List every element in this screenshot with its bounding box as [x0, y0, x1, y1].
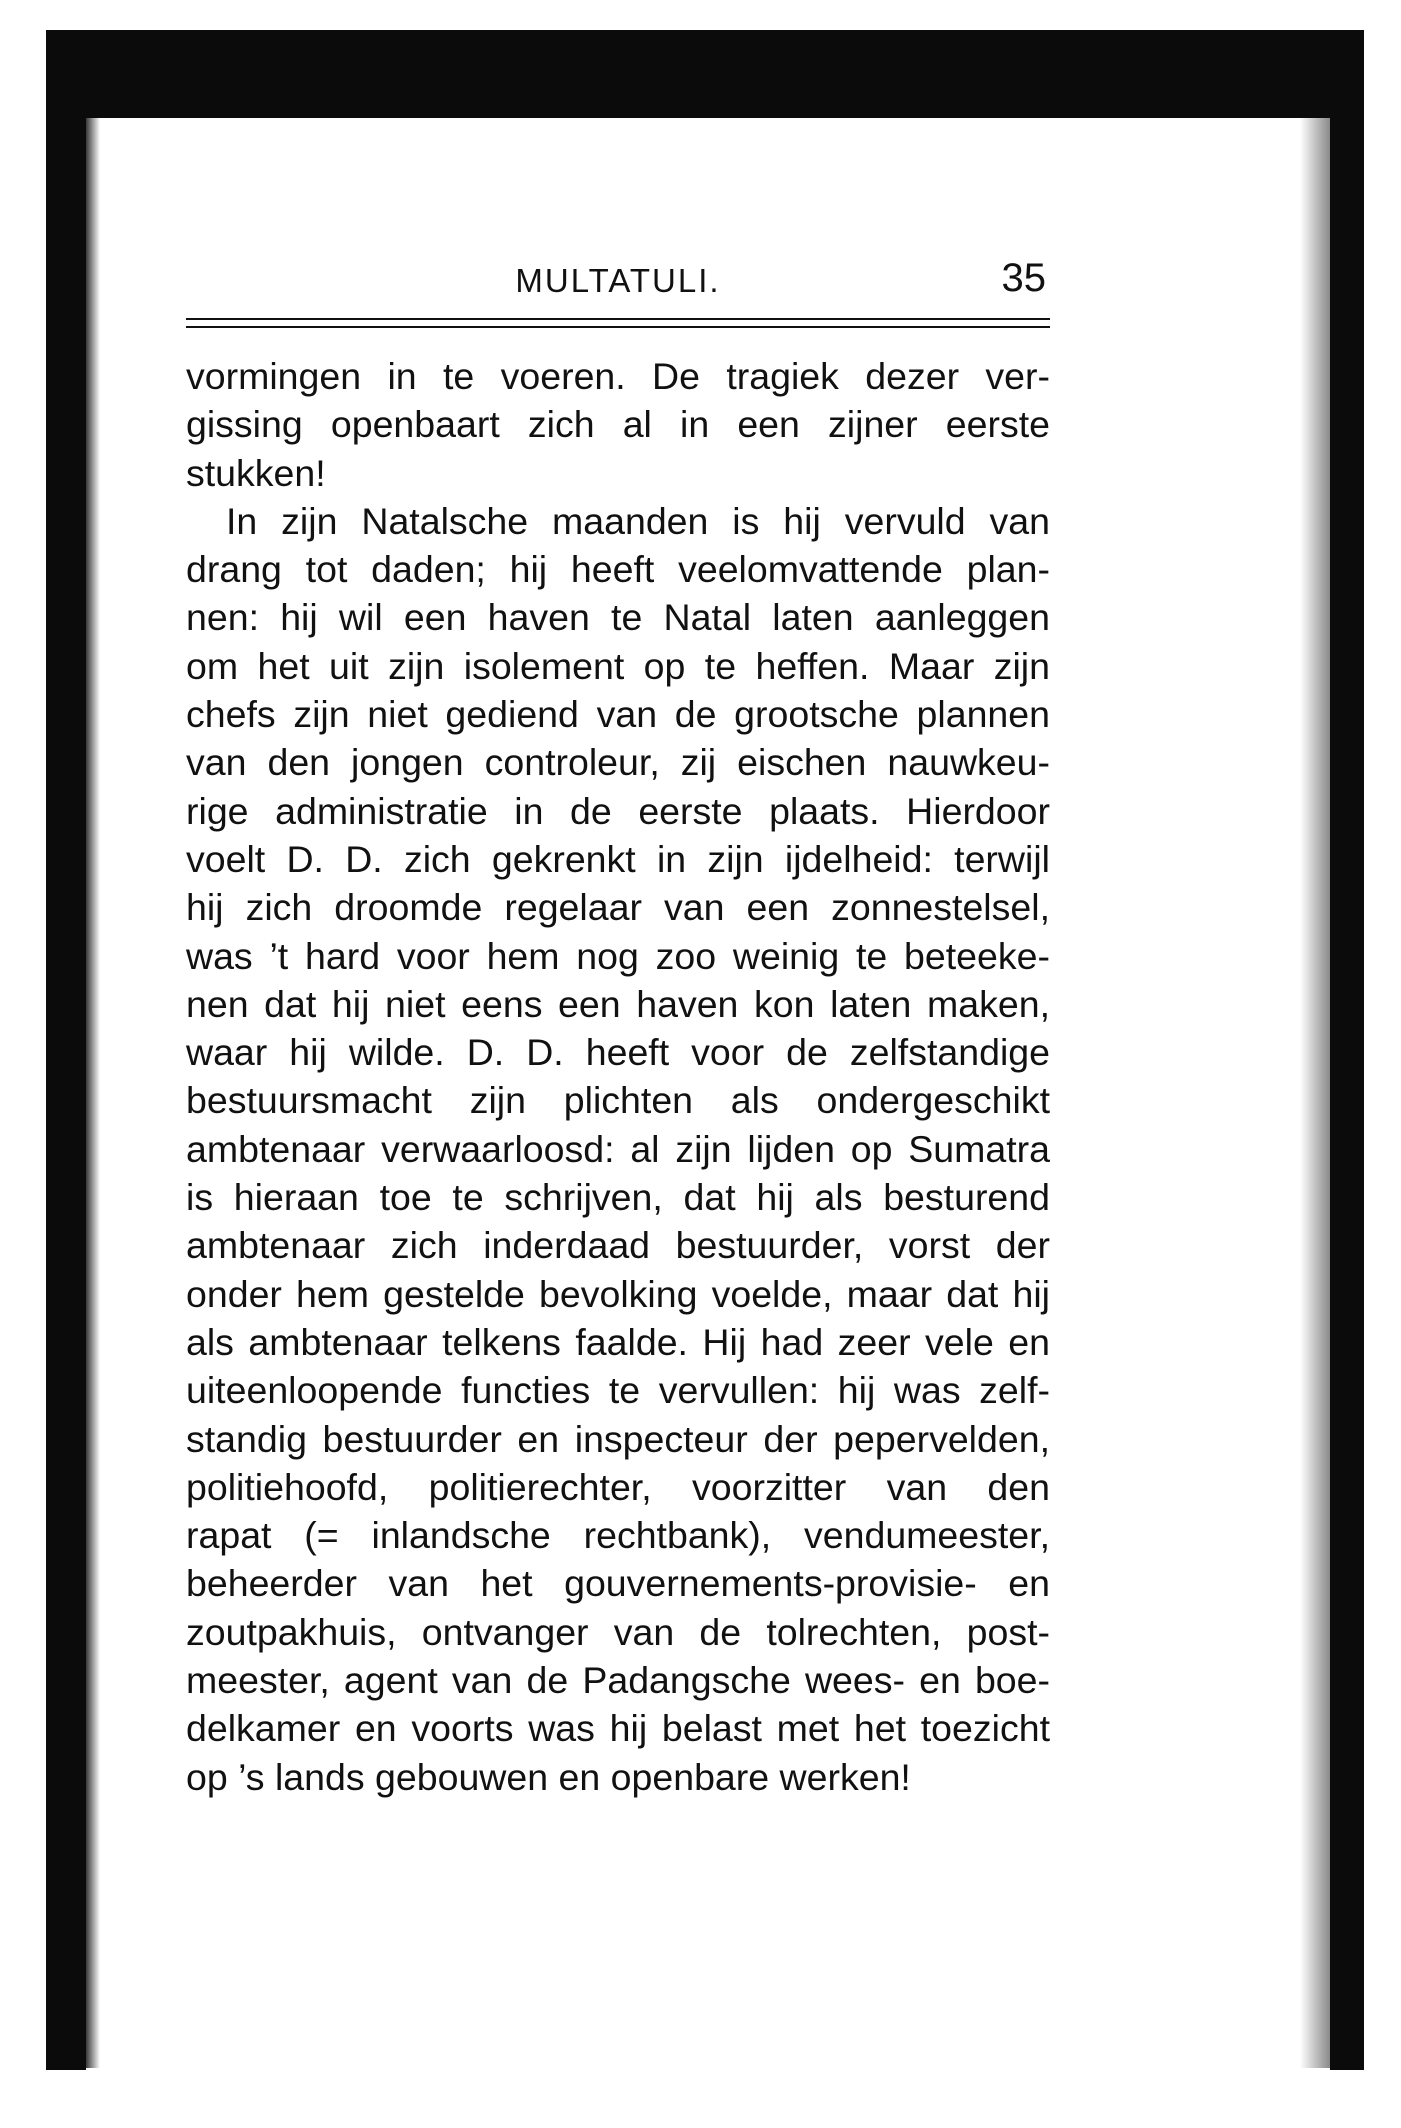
text-line: bestuursmacht zijn plichten als ondergeschikt: [186, 1079, 1050, 1122]
text-line: meester, agent van de Padangsche wees- en boe-: [186, 1659, 1050, 1702]
text-line: In zijn Natalsche maanden is hij vervuld van: [226, 499, 1050, 542]
text-line: stukken!: [186, 451, 326, 494]
text-line: nen dat hij niet eens een haven kon laten maken,: [186, 982, 1050, 1025]
header-rule-bottom: [186, 326, 1050, 328]
text-line: gissing openbaart zich al in een zijner eerste: [186, 403, 1050, 446]
text-line: als ambtenaar telkens faalde. Hij had zeer vele en: [186, 1320, 1050, 1363]
text-line: voelt D. D. zich gekrenkt in zijn ijdelheid: terwijl: [186, 837, 1050, 880]
text-line: ambtenaar verwaarloosd: al zijn lijden op Sumatra: [186, 1127, 1050, 1170]
header-rule-top: [186, 318, 1050, 320]
text-line: op ’s lands gebouwen en openbare werken!: [186, 1755, 911, 1798]
text-line: nen: hij wil een haven te Natal laten aanleggen: [186, 596, 1050, 639]
body-text: [186, 352, 1050, 1801]
text-line: is hieraan toe te schrijven, dat hij als besturend: [186, 1176, 1050, 1219]
text-line: drang tot daden; hij heeft veelomvattende plan-: [186, 548, 1050, 591]
scan-border-left: [46, 30, 86, 2070]
text-line: beheerder van het gouvernements-provisie- en: [186, 1562, 1050, 1605]
page-header: [186, 256, 1050, 314]
text-line: van den jongen controleur, zij eischen nauwkeu-: [186, 741, 1050, 784]
text-line: onder hem gestelde bevolking voelde, maar dat hij: [186, 1272, 1050, 1315]
text-line: hij zich droomde regelaar van een zonnestelsel,: [186, 886, 1050, 929]
text-line: vormingen in te voeren. De tragiek dezer ver-: [186, 355, 1050, 397]
text-line: delkamer en voorts was hij belast met het toezicht: [186, 1707, 1050, 1750]
scan-shadow-left: [86, 118, 100, 2068]
scan-border-top: [46, 30, 1336, 118]
text-line: waar hij wilde. D. D. heeft voor de zelfstandige: [186, 1031, 1050, 1074]
text-line: chefs zijn niet gediend van de grootsche plannen: [186, 693, 1050, 736]
text-line: standig bestuurder en inspecteur der pepervelden,: [186, 1417, 1050, 1460]
text-line: uiteenloopende functies te vervullen: hij was zelf-: [186, 1369, 1050, 1412]
scan-shadow-right: [1300, 118, 1330, 2068]
text-line: ambtenaar zich inderdaad bestuurder, vorst der: [186, 1224, 1050, 1267]
page-number: 35: [1001, 256, 1046, 300]
text-line: om het uit zijn isolement op te heffen. Maar zijn: [186, 644, 1050, 687]
text-line: politiehoofd, politierechter, voorzitter van den: [186, 1465, 1050, 1508]
text-line: was ’t hard voor hem nog zoo weinig te beteeke-: [186, 934, 1050, 977]
text-line: zoutpakhuis, ontvanger van de tolrechten, post-: [186, 1610, 1050, 1653]
text-line: rapat (= inlandsche rechtbank), vendumeester,: [186, 1514, 1050, 1557]
running-title: MULTATULI.: [515, 262, 721, 299]
scan-border-right: [1330, 30, 1364, 2070]
text-line: rige administratie in de eerste plaats. Hierdoor: [186, 789, 1050, 832]
